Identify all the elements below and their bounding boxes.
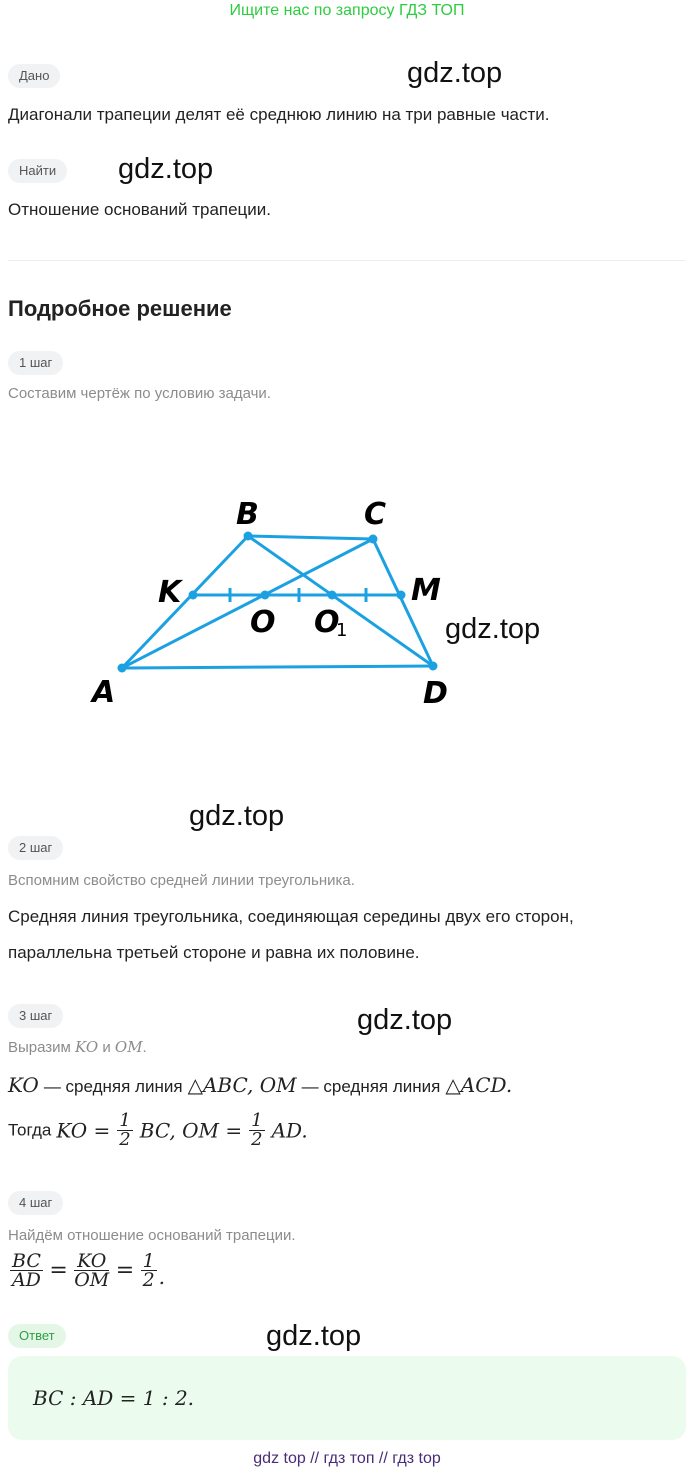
fraction-half	[249, 1112, 264, 1149]
step4-hint: Найдём отношение оснований трапеции.	[8, 1227, 296, 1244]
side-bc	[248, 536, 373, 539]
label-o: O	[250, 605, 276, 640]
fraction-half	[141, 1252, 157, 1289]
label-a: A	[92, 675, 116, 710]
point-c	[369, 535, 378, 544]
watermark: gdz.top	[445, 613, 541, 645]
eq2-c: AD.	[271, 1118, 308, 1143]
watermark: gdz.top	[189, 800, 285, 832]
fraction-num: 1	[119, 1110, 131, 1131]
fraction-num: 1	[142, 1250, 155, 1272]
label-k: K	[158, 575, 182, 610]
eq2-prefix: Тогда	[8, 1120, 52, 1140]
hint-ko: KO	[75, 1038, 99, 1056]
fraction-den: OM	[74, 1269, 110, 1291]
fraction-den: 2	[142, 1269, 155, 1291]
fraction-ko-om	[74, 1252, 109, 1289]
eq1-tri1: △ABC, OM	[187, 1073, 297, 1097]
find-text: Отношение оснований трапеции.	[8, 200, 272, 219]
eq2-b: BC, OM =	[139, 1118, 243, 1143]
label-b: B	[236, 497, 259, 532]
fraction-num: 1	[251, 1110, 263, 1131]
label-o1-subscript: 1	[336, 620, 348, 641]
answer-pill: Ответ	[8, 1324, 66, 1348]
point-o1	[328, 591, 337, 600]
period: .	[158, 1265, 166, 1289]
fraction-bc-ad	[10, 1252, 43, 1289]
top-banner[interactable]: Ищите нас по запросу ГДЗ ТОП	[229, 2, 465, 19]
step2-line2: параллельна третьей стороне и равна их половине.	[8, 943, 420, 962]
hint-prefix: Выразим	[8, 1039, 71, 1056]
fraction-den: 2	[119, 1129, 131, 1150]
step2-pill: 2 шаг	[8, 836, 63, 860]
trapezoid-diagram	[0, 480, 694, 740]
label-c: C	[364, 497, 387, 532]
step2-line1: Средняя линия треугольника, соединяющая середины двух его сторон,	[8, 907, 574, 926]
label-o1: O	[314, 605, 340, 640]
eq1-tri2: △ACD.	[445, 1073, 513, 1097]
label-d: D	[423, 676, 448, 711]
hint-and: и	[102, 1039, 111, 1056]
fraction-den: AD	[11, 1269, 41, 1291]
step3-eq1	[8, 1073, 512, 1097]
answer-text: BC : AD = 1 : 2.	[33, 1386, 195, 1410]
hint-dot: .	[142, 1039, 147, 1056]
equals-sign: =	[49, 1258, 68, 1283]
point-o	[261, 591, 270, 600]
step4-equation	[8, 1252, 165, 1289]
point-b	[244, 532, 253, 541]
equals-sign: =	[115, 1258, 135, 1283]
step3-hint	[8, 1038, 147, 1056]
given-pill: Дано	[8, 64, 60, 88]
side-ad	[122, 666, 433, 668]
point-m	[397, 591, 406, 600]
fraction-den: 2	[251, 1129, 263, 1150]
given-text: Диагонали трапеции делят её среднюю линию на три равные части.	[8, 105, 550, 124]
eq1-text1: — средняя линия	[43, 1077, 183, 1096]
eq1-text2: — средняя линия	[301, 1077, 441, 1096]
watermark: gdz.top	[357, 1004, 453, 1036]
hint-om: OM	[114, 1038, 143, 1056]
watermark: gdz.top	[407, 57, 503, 89]
label-m: M	[411, 573, 441, 608]
watermark: gdz.top	[266, 1320, 362, 1352]
fraction-half	[117, 1112, 132, 1149]
find-pill: Найти	[8, 159, 67, 183]
step2-hint: Вспомним свойство средней линии треугольника.	[8, 872, 355, 889]
eq1-ko: KO	[8, 1073, 39, 1097]
point-d	[429, 662, 438, 671]
fraction-num: BC	[12, 1250, 41, 1272]
fraction-num: KO	[74, 1252, 109, 1271]
step1-pill: 1 шаг	[8, 351, 63, 375]
eq2-a: KO =	[56, 1118, 111, 1143]
divider	[8, 260, 686, 261]
point-k	[189, 591, 198, 600]
step3-eq2	[8, 1112, 308, 1149]
point-a	[118, 664, 127, 673]
step4-pill: 4 шаг	[8, 1191, 63, 1215]
step1-hint: Составим чертёж по условию задачи.	[8, 385, 271, 402]
watermark: gdz.top	[118, 153, 214, 185]
solution-title: Подробное решение	[8, 296, 232, 321]
step3-pill: 3 шаг	[8, 1004, 63, 1028]
footer-links[interactable]: gdz top // гдз топ // гдз top	[253, 1450, 441, 1467]
